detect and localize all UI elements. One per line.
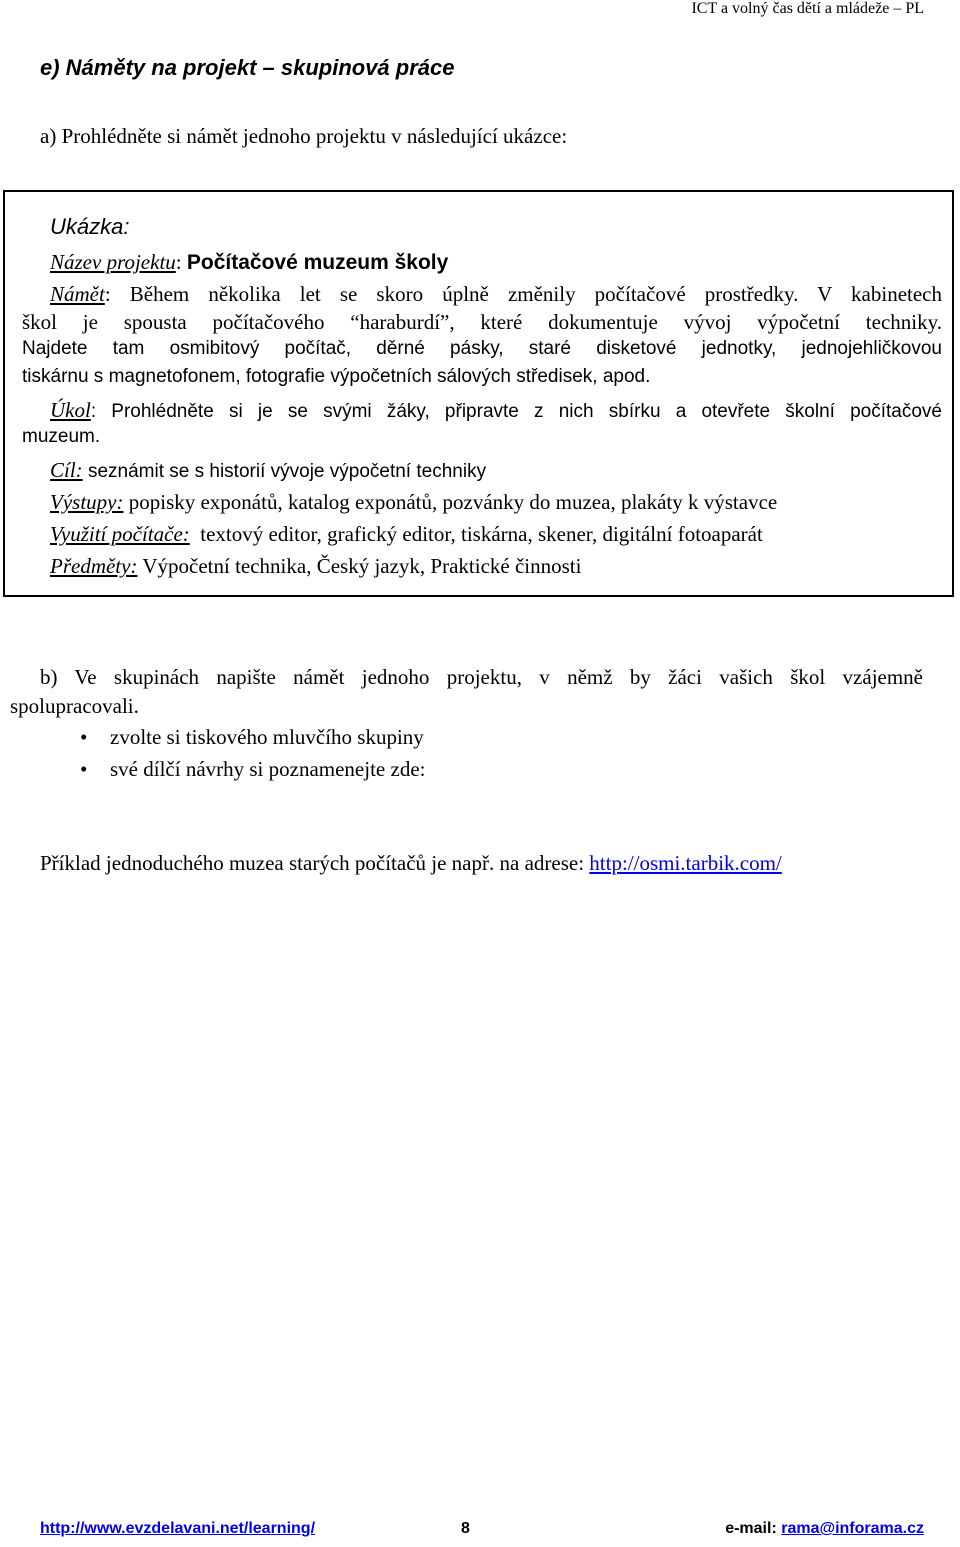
subjects-line [50, 554, 581, 579]
theme-line-1: Námět: Během několika let se skoro úplně změnily počítačové prostředky. V kabinetech [50, 282, 942, 306]
project-name-value: Počítačové muzeum školy [186, 251, 449, 274]
task-line-2: muzeum. [22, 426, 101, 447]
task-line-1: Úkol: Prohlédněte si je se svými žáky, připravte z nich sbírku a otevřete školní počítačové [50, 398, 942, 422]
theme-line-4: tiskárnu s magnetofonem, fotografie výpočetních sálových středisek, apod. [22, 366, 651, 387]
footer-email [725, 1520, 924, 1538]
email-label: e-mail: [725, 1520, 777, 1537]
example-box [3, 190, 954, 597]
bullet-icon: • [80, 757, 88, 781]
page-number: 8 [461, 1520, 470, 1537]
bullet-item: • své dílčí návrhy si poznamenejte zde: [80, 757, 426, 781]
computer-use-line [50, 522, 763, 547]
running-header: ICT a volný čas dětí a mládeže – PL [691, 0, 924, 17]
section-title: e) Náměty na projekt – skupinová práce [40, 55, 455, 80]
task-label: Úkol [50, 398, 91, 422]
goal-label: Cíl: [50, 458, 83, 482]
goal-value: seznámit se s historií vývoje výpočetní techniky [87, 461, 487, 482]
project-name-line: Název projektu: Počítačové muzeum školy [50, 250, 449, 274]
part-b-instruction-line-1: b) Ve skupinách napište námět jednoho projektu, v němž by žáci vašich škol vzájemně [40, 665, 923, 689]
museum-example-line: Příklad jednoduchého muzea starých počítačů je např. na adrese: http://osmi.tarbik.com/ [40, 851, 782, 875]
outputs-label: Výstupy: [50, 490, 124, 514]
computer-use-value: textový editor, grafický editor, tiskárna, skener, digitální fotoaparát [200, 522, 763, 546]
part-b-instruction-line-2: spolupracovali. [10, 694, 139, 718]
goal-line [50, 458, 486, 483]
footer-website-link[interactable]: http://www.evzdelavani.net/learning/ [40, 1520, 316, 1537]
theme-line-2: škol je spousta počítačového “haraburdí”, které dokumentuje vývoj výpočetní techniky. [22, 310, 942, 334]
email-link[interactable]: rama@inforama.cz [781, 1520, 924, 1537]
subjects-value: Výpočetní technika, Český jazyk, Praktické činnosti [142, 554, 582, 578]
project-name-label: Název projektu [50, 250, 176, 274]
outputs-value: popisky exponátů, katalog exponátů, pozvánky do muzea, plakáty k výstavce [128, 490, 778, 514]
intro-instruction-a: a) Prohlédněte si námět jednoho projektu v následující ukázce: [40, 124, 568, 148]
bullet-icon: • [80, 725, 88, 749]
subjects-label: Předměty: [50, 554, 138, 578]
theme-label: Námět [50, 282, 105, 306]
bullet-item: • zvolte si tiskového mluvčího skupiny [80, 725, 424, 749]
outputs-line [50, 490, 777, 515]
example-heading: Ukázka: [50, 214, 130, 239]
theme-line-3: Najdete tam osmibitový počítač, děrné pásky, staré disketové jednotky, jednojehličkovou [22, 338, 942, 359]
museum-url-link[interactable]: http://osmi.tarbik.com/ [589, 851, 782, 875]
computer-use-label: Využití počítače: [50, 522, 190, 546]
